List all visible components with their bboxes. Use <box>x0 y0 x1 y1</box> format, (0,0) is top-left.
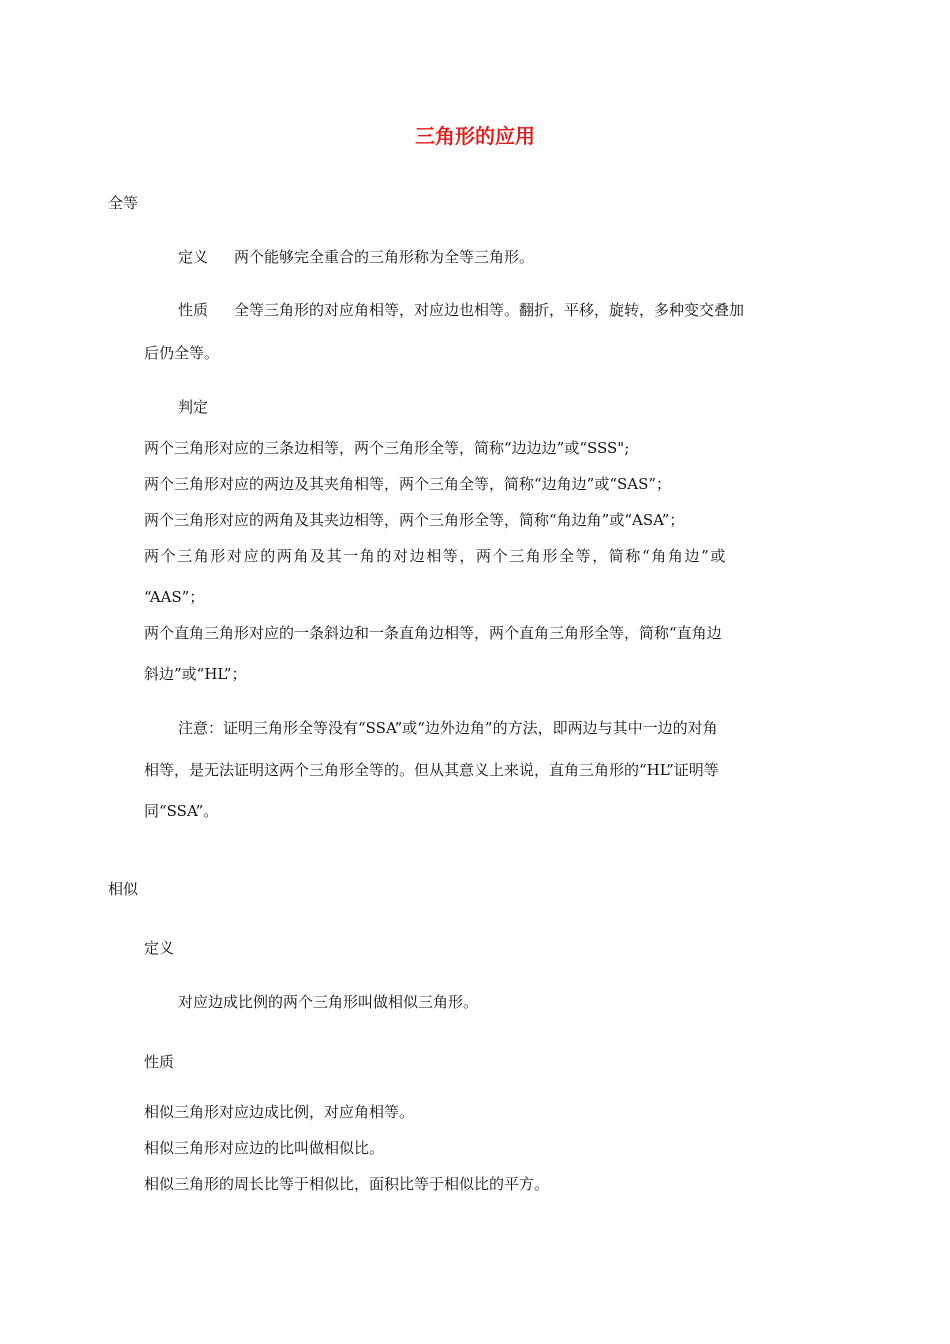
criteria-line: 两个三角形对应的三条边相等，两个三角形全等，简称“边边边”或“SSS"; <box>144 439 630 457</box>
criteria-line: 两个三角形对应的两角及其夹边相等，两个三角形全等，简称“角边角”或“ASA”； <box>144 511 685 529</box>
similarity-property-line: 相似三角形对应边成比例，对应角相等。 <box>144 1103 415 1121</box>
congruence-property <box>178 301 744 319</box>
criteria-line: 斜边”或“HL”； <box>144 665 247 683</box>
similarity-definition-text: 对应边成比例的两个三角形叫做相似三角形。 <box>178 993 479 1011</box>
definition-text: 两个能够完全重合的三角形称为全等三角形。 <box>234 248 535 266</box>
criteria-label: 判定 <box>178 398 209 416</box>
note-line: 注意：证明三角形全等没有“SSA”或“边外边角”的方法，即两边与其中一边的对角 <box>178 719 718 737</box>
property-text-line-1: 全等三角形的对应角相等，对应边也相等。翻折，平移，旋转，多种变交叠加 <box>234 301 745 319</box>
congruence-definition <box>178 248 534 266</box>
similarity-property-line: 相似三角形对应边的比叫做相似比。 <box>144 1139 385 1157</box>
similarity-property-label: 性质 <box>144 1053 175 1071</box>
definition-label: 定义 <box>178 248 209 266</box>
note-line: 相等，是无法证明这两个三角形全等的。但从其意义上来说，直角三角形的“HL”证明等 <box>144 761 719 779</box>
similarity-definition-label: 定义 <box>144 939 175 957</box>
page-title: 三角形的应用 <box>415 124 535 148</box>
criteria-line: “AAS”； <box>144 588 205 606</box>
section-heading-similarity: 相似 <box>108 880 139 898</box>
criteria-line: 两个三角形对应的两边及其夹角相等，两个三角全等，简称“边角边”或“SAS”； <box>144 475 672 493</box>
property-text-line-2: 后仍全等。 <box>144 344 220 362</box>
similarity-property-line: 相似三角形的周长比等于相似比，面积比等于相似比的平方。 <box>144 1175 550 1193</box>
note-line: 同“SSA”。 <box>144 802 219 820</box>
property-label: 性质 <box>178 301 209 319</box>
criteria-line: 两个直角三角形对应的一条斜边和一条直角边相等，两个直角三角形全等，简称“直角边 <box>144 624 722 642</box>
section-heading-congruence: 全等 <box>108 194 139 212</box>
criteria-line: 两个三角形对应的两角及其一角的对边相等，两个三角形全等，简称“角角边”或 <box>144 547 727 565</box>
